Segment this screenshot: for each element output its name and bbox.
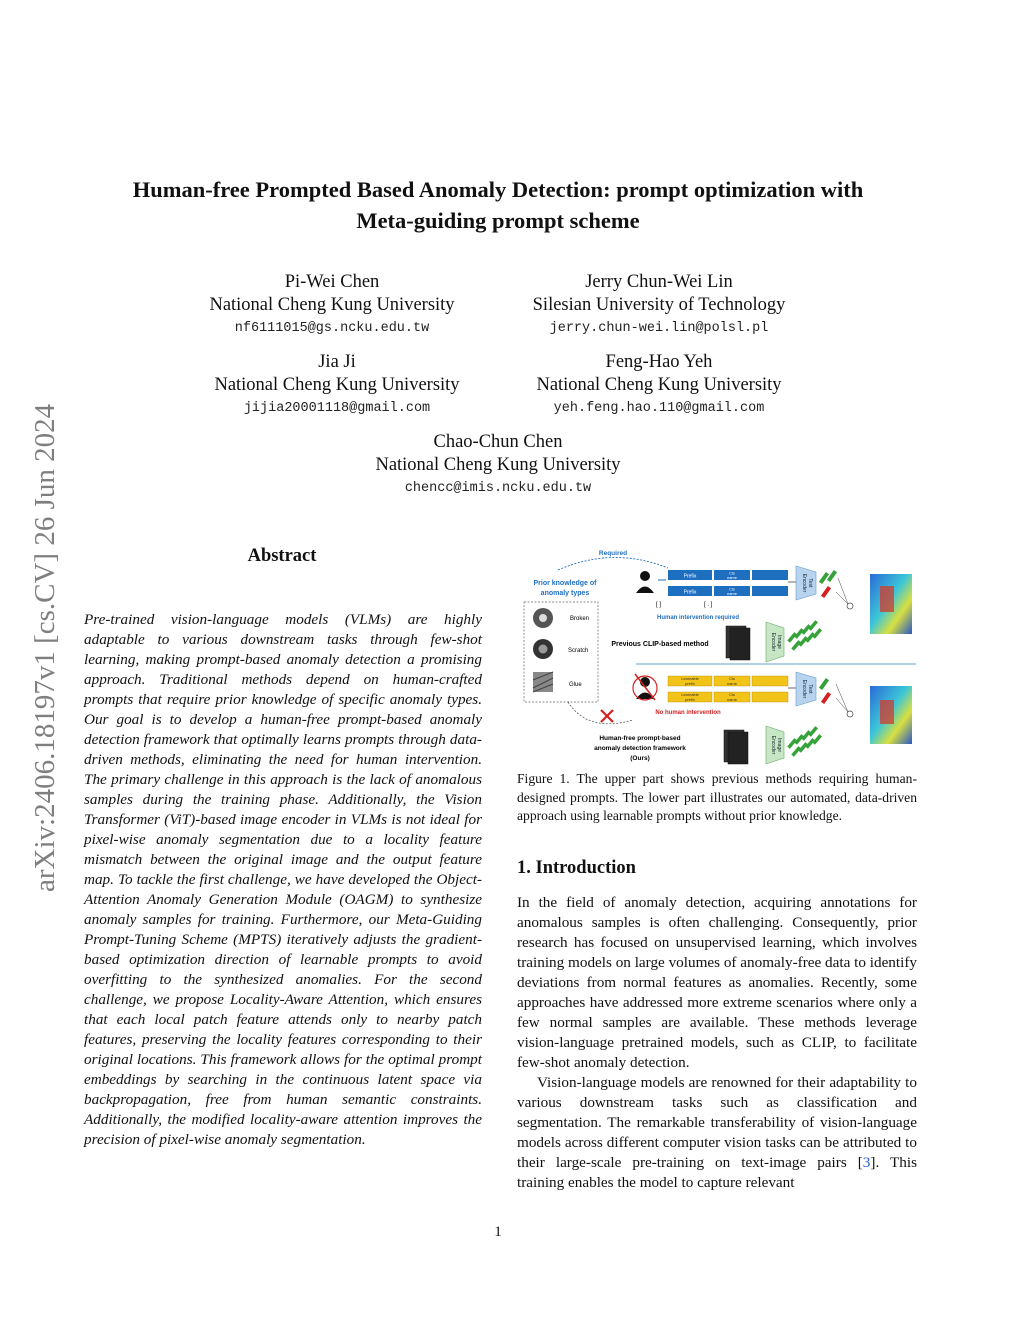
previous-method-label: Previous CLIP-based method (611, 641, 709, 648)
paragraph (517, 1073, 917, 1193)
citation-link[interactable]: 3 (862, 1154, 871, 1171)
author-block (506, 351, 812, 421)
prior-knowledge-line2: anomaly types (540, 590, 590, 597)
cross-icon (601, 710, 613, 722)
bracket-token: [ ] (656, 602, 662, 608)
text-encoder-label: TextEncoder (801, 679, 813, 699)
input-image-stack (730, 628, 750, 660)
multiply-node (847, 711, 853, 717)
patch-feature-icons-top (787, 620, 822, 651)
figure-caption: Figure 1. The upper part shows previous methods requiring human-designed prompts. The lower part illustrates our automated, data-driven approach using learnable prompts without prior knowledge. (517, 771, 917, 823)
image-encoder-label: ImageEncoder (770, 735, 782, 755)
paragraph: In the field of anomaly detection, acquiring annotations for anomalous samples is often challenging. Consequently, prior research has focused on unsupervised learning, which involves training models on large volumes of anomaly-free data to identify deviations from normal features as anomalies. Recently, some approaches have addressed more extreme scenarios where only a few normal samples are available. These methods leverage vision-language pretrained models, such as CLIP, to facilitate few-shot anomaly detection. (517, 894, 917, 1071)
ours-label-line3: (Ours) (630, 755, 650, 762)
page-number: 1 (494, 1224, 502, 1240)
person-icon (640, 571, 650, 581)
section-heading: 1. Introduction (517, 858, 636, 878)
no-human-intervention-label: No human intervention (655, 710, 721, 716)
type-token (752, 586, 788, 596)
author-email[interactable]: chencc@imis.ncku.edu.tw (404, 481, 592, 496)
scratch-sample-center (539, 645, 548, 654)
cls-token-sub: name (726, 681, 738, 686)
ours-label-line2: anomaly detection framework (594, 745, 686, 752)
author-name: Jerry Chun-Wei Lin (585, 272, 733, 292)
learnable-suffix-token (752, 676, 788, 686)
learnable-suffix-token (752, 692, 788, 702)
sample-label: Broken (570, 616, 590, 622)
author-email[interactable]: jijia20001118@gmail.com (243, 401, 431, 416)
author-email[interactable]: jerry.chun-wei.lin@polsl.pl (549, 321, 769, 336)
author-block (182, 271, 482, 341)
prior-knowledge-line1: Prior knowledge of (533, 580, 597, 587)
image-encoder-label: ImageEncoder (770, 632, 782, 652)
sample-label: Glue (569, 682, 582, 688)
text-encoder-label: TextEncoder (801, 573, 813, 593)
heatmap-hotspot (880, 586, 894, 612)
author-block (348, 431, 648, 501)
dashed-connector (568, 702, 633, 724)
multiply-node (847, 603, 853, 609)
text-feature-icons-top (819, 570, 837, 598)
prefix-token-label: Prefix (683, 573, 697, 580)
required-label: Required (598, 550, 628, 557)
learnable-token-sub: prefix (685, 681, 695, 686)
connector-lines (836, 578, 848, 604)
cls-token-label: Cls (729, 570, 735, 576)
learnable-token-label: Learnable (681, 692, 699, 697)
author-affiliation: Silesian University of Technology (532, 295, 786, 315)
text-feature-icons-bottom (819, 678, 831, 704)
cls-token-label: Cls (729, 692, 735, 697)
cls-token-label: Cls (729, 586, 735, 592)
ours-label-line1: Human-free prompt-based (599, 735, 681, 742)
cls-token-sub: name (726, 697, 738, 702)
cls-token-sub: name (726, 591, 738, 596)
prefix-token-label: Prefix (683, 589, 697, 596)
type-token (752, 570, 788, 580)
author-email[interactable]: nf6111015@gs.ncku.edu.tw (234, 321, 430, 336)
learnable-token-sub: prefix (685, 697, 695, 702)
author-name: Pi-Wei Chen (284, 272, 380, 292)
author-block (182, 351, 492, 421)
arxiv-identifier: arXiv:2406.18197v1 [cs.CV] 26 Jun 2024 (29, 403, 61, 893)
paragraph-text: ]. This training enables the model to capture relevant (517, 1154, 917, 1191)
introduction-body (517, 893, 917, 1193)
human-intervention-label: Human intervention required (656, 615, 740, 621)
required-arrow (558, 557, 668, 570)
paper-title (90, 174, 906, 236)
heatmap-hotspot (880, 700, 894, 724)
title-line-1: Human-free Prompted Based Anomaly Detection: prompt optimization with (132, 177, 864, 202)
connector-lines (836, 684, 848, 712)
author-name: Chao-Chun Chen (433, 432, 563, 452)
paragraph-text: Vision-language models are renowned for their adaptability to various downstream tasks such as classification and segmentation. The remarkable transferability of vision-language models across different computer vision tasks can be attributed to their large-scale pre-training on text-image pairs [ (517, 1074, 917, 1171)
author-email[interactable]: yeh.feng.hao.110@gmail.com (553, 401, 765, 416)
input-image-stack (728, 732, 748, 764)
bracket-token: [ . ] (704, 602, 713, 608)
person-body-icon (636, 587, 654, 594)
author-affiliation: National Cheng Kung University (536, 375, 782, 395)
learnable-token-label: Learnable (681, 676, 699, 681)
author-affiliation: National Cheng Kung University (375, 455, 621, 475)
patch-feature-icons-bottom (787, 726, 822, 757)
author-block (500, 271, 818, 341)
author-name: Jia Ji (318, 352, 356, 372)
abstract-heading: Abstract (247, 546, 317, 566)
glue-sample-image (533, 672, 553, 692)
author-affiliation: National Cheng Kung University (214, 375, 460, 395)
author-name: Feng-Hao Yeh (605, 352, 713, 372)
title-line-2: Meta-guiding prompt scheme (356, 208, 640, 233)
cls-token-sub: name (726, 575, 738, 580)
broken-sample-center (539, 614, 547, 622)
cls-token-label: Cls (729, 676, 735, 681)
figure-1-diagram (518, 548, 916, 766)
sample-label: Scratch (568, 648, 589, 654)
abstract-text: Pre-trained vision-language models (VLMs) are highly adaptable to various downstream tasks through few-shot learning, making prompt-based anomaly detection a promising approach. Traditional methods depend on human-crafted prompts that require prior knowledge of specific anomaly types. Our goal is to develop a human-free prompt-based anomaly detection framework that optimally learns prompts through data-driven methods, eliminating the need for human intervention. The primary challenge in this approach is the lack of anomalous samples during the training phase. Additionally, the Vision Transformer (ViT)-based image encoder in VLMs is not ideal for pixel-wise anomaly segmentation due to a locality feature mismatch between the original image and the output feature map. To tackle the first challenge, we have developed the Object-Attention Anomaly Generation Module (OAGM) to synthesize anomaly samples for training. Furthermore, our Meta-Guiding Prompt-Tuning Scheme (MPTS) iteratively adjusts the gradient-based optimization direction of learnable prompts to avoid overfitting to the synthesized anomalies. For the second challenge, we propose Locality-Aware Attention, which ensures that each local patch feature attends only to nearby patch features, preserving the locality features corresponding to their original locations. This framework allows for the optimal prompt embeddings by searching in the continuous latent space via backpropagation, free from human semantic constraints. Additionally, the modified locality-aware attention improves the precision of pixel-wise anomaly segmentation. (84, 611, 482, 1148)
author-affiliation: National Cheng Kung University (209, 295, 455, 315)
